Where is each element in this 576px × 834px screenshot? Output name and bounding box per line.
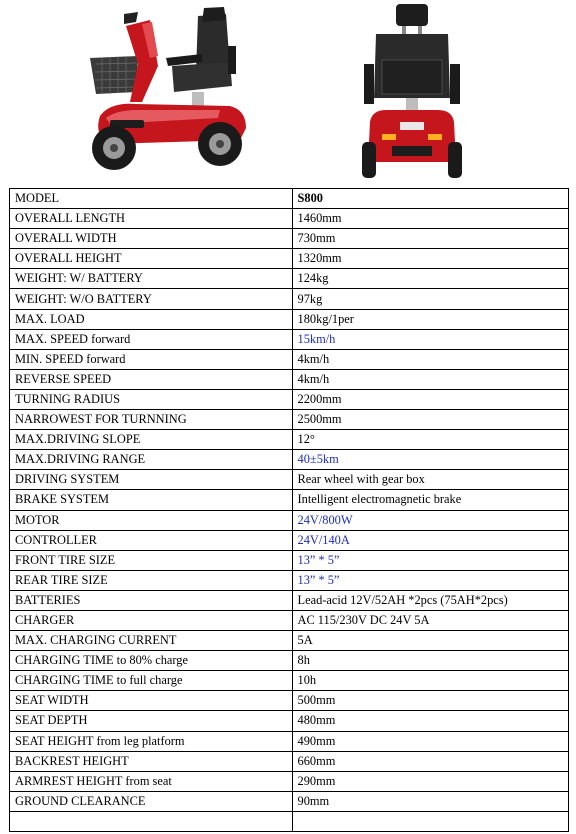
spec-label-cell: BATTERIES [10,590,293,610]
table-row [10,349,569,369]
spec-value-cell: 24V/800W [292,510,569,530]
table-row [10,610,569,630]
spec-label-cell: FRONT TIRE SIZE [10,550,293,570]
specification-table [9,188,569,832]
table-row [10,771,569,791]
spec-value-cell: 1460mm [292,209,569,229]
table-row [10,289,569,309]
spec-label-cell [10,811,293,831]
spec-value-cell: AC 115/230V DC 24V 5A [292,610,569,630]
spec-label-cell: OVERALL LENGTH [10,209,293,229]
spec-value-cell: 500mm [292,691,569,711]
mobility-scooter-rear-view-image [362,4,462,182]
table-row [10,249,569,269]
spec-label-cell: SEAT DEPTH [10,711,293,731]
spec-label-cell: TURNING RADIUS [10,389,293,409]
spec-value-cell: 124kg [292,269,569,289]
spec-label-cell: WEIGHT: W/O BATTERY [10,289,293,309]
table-row [10,269,569,289]
table-row [10,209,569,229]
spec-value-cell: 4km/h [292,349,569,369]
product-photos [0,0,576,186]
spec-value-cell: Rear wheel with gear box [292,470,569,490]
table-row [10,731,569,751]
spec-value-cell: 8h [292,651,569,671]
spec-label-cell: WEIGHT: W/ BATTERY [10,269,293,289]
spec-label-cell: ARMREST HEIGHT from seat [10,771,293,791]
spec-label-cell: SEAT HEIGHT from leg platform [10,731,293,751]
table-row [10,651,569,671]
table-row [10,691,569,711]
spec-value-cell: Lead-acid 12V/52AH *2pcs (75AH*2pcs) [292,590,569,610]
spec-value-cell: 97kg [292,289,569,309]
spec-value-cell: 490mm [292,731,569,751]
table-row [10,229,569,249]
spec-label-cell: CONTROLLER [10,530,293,550]
spec-value-cell: S800 [292,189,569,209]
spec-value-cell: 13” * 5” [292,570,569,590]
mobility-scooter-side-view-image [80,6,248,174]
table-row [10,590,569,610]
spec-value-cell: 10h [292,671,569,691]
spec-label-cell: CHARGER [10,610,293,630]
spec-label-cell: MOTOR [10,510,293,530]
spec-label-cell: OVERALL WIDTH [10,229,293,249]
spec-label-cell: GROUND CLEARANCE [10,791,293,811]
spec-value-cell: 660mm [292,751,569,771]
spec-value-cell: 13” * 5” [292,550,569,570]
table-row [10,751,569,771]
table-row [10,410,569,430]
spec-label-cell: REAR TIRE SIZE [10,570,293,590]
table-row [10,510,569,530]
spec-value-cell: 24V/140A [292,530,569,550]
table-row [10,570,569,590]
spec-value-cell: 480mm [292,711,569,731]
table-row [10,671,569,691]
spec-label-cell: BRAKE SYSTEM [10,490,293,510]
spec-label-cell: CHARGING TIME to full charge [10,671,293,691]
spec-value-cell: 4km/h [292,369,569,389]
spec-label-cell: OVERALL HEIGHT [10,249,293,269]
table-row [10,309,569,329]
spec-value-cell: 2500mm [292,410,569,430]
spec-value-cell: 180kg/1per [292,309,569,329]
spec-value-cell: 290mm [292,771,569,791]
spec-value-cell: 12° [292,430,569,450]
spec-value-cell: 15km/h [292,329,569,349]
table-row [10,329,569,349]
spec-label-cell: CHARGING TIME to 80% charge [10,651,293,671]
spec-value-cell: 90mm [292,791,569,811]
spec-value-cell: 40±5km [292,450,569,470]
spec-value-cell: 1320mm [292,249,569,269]
table-row [10,550,569,570]
table-row [10,389,569,409]
table-row [10,369,569,389]
spec-value-cell: 5A [292,631,569,651]
table-row [10,470,569,490]
spec-label-cell: MAX.DRIVING RANGE [10,450,293,470]
spec-label-cell: MAX. LOAD [10,309,293,329]
table-row [10,811,569,831]
table-row [10,490,569,510]
table-row [10,711,569,731]
table-row [10,530,569,550]
spec-label-cell: REVERSE SPEED [10,369,293,389]
spec-label-cell: MAX. SPEED forward [10,329,293,349]
spec-value-cell [292,811,569,831]
spec-value-cell: 730mm [292,229,569,249]
spec-label-cell: MODEL [10,189,293,209]
spec-value-cell: Intelligent electromagnetic brake [292,490,569,510]
spec-label-cell: DRIVING SYSTEM [10,470,293,490]
spec-label-cell: BACKREST HEIGHT [10,751,293,771]
spec-label-cell: MAX.DRIVING SLOPE [10,430,293,450]
spec-value-cell: 2200mm [292,389,569,409]
spec-label-cell: NARROWEST FOR TURNNING [10,410,293,430]
table-header-row [10,189,569,209]
table-row [10,791,569,811]
table-row [10,430,569,450]
spec-label-cell: SEAT WIDTH [10,691,293,711]
spec-label-cell: MIN. SPEED forward [10,349,293,369]
table-row [10,450,569,470]
table-row [10,631,569,651]
spec-label-cell: MAX. CHARGING CURRENT [10,631,293,651]
